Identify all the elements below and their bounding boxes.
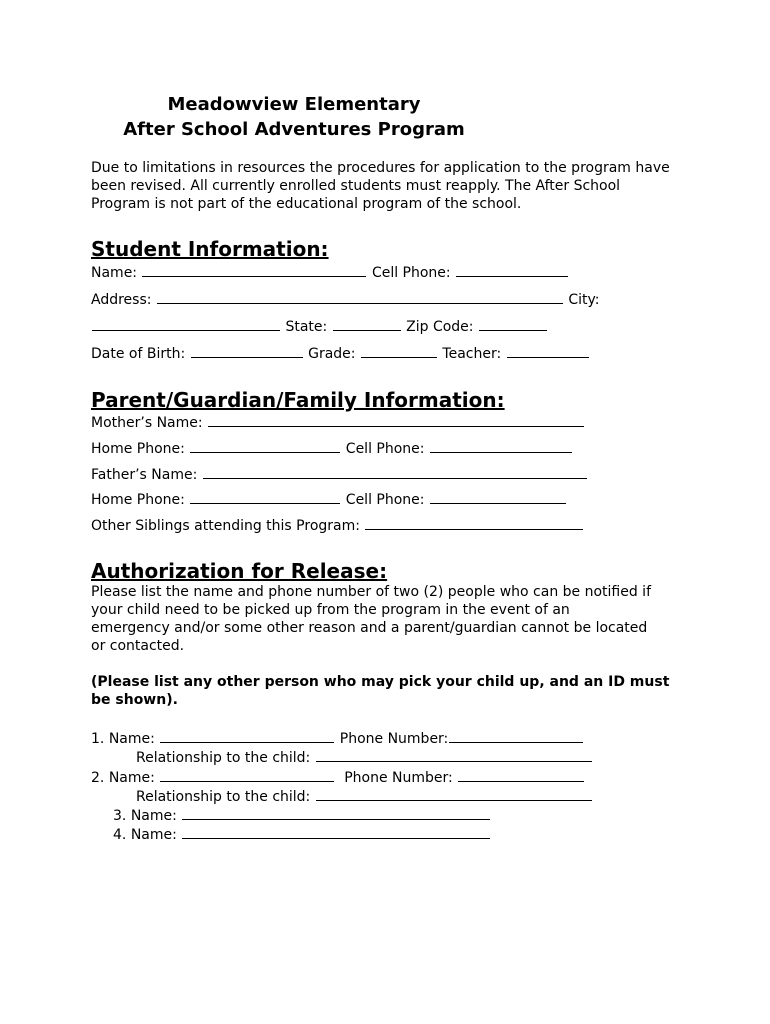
- father-phone-row: [91, 489, 567, 509]
- student-name-row: [91, 262, 569, 282]
- release-text: Please list the name and phone number of two (2) people who can be notified if your child need to be picked up from the program in the event of an emergency and/or some other reason and a parent/guardian cannot be located or contacted.: [91, 584, 651, 654]
- item-phone-label: Phone Number:: [344, 770, 453, 786]
- siblings-field[interactable]: [365, 515, 583, 530]
- student-address-row: [91, 289, 600, 309]
- student-cell-label: Cell Phone:: [371, 265, 451, 281]
- father-field[interactable]: [203, 464, 587, 479]
- release-item-1: [91, 728, 584, 748]
- mother-home-field[interactable]: [190, 438, 340, 453]
- teacher-field[interactable]: [507, 343, 589, 358]
- item-name-label: Name:: [130, 808, 177, 824]
- teacher-label: Teacher:: [442, 346, 502, 362]
- item-2-rel-field[interactable]: [316, 786, 592, 801]
- city-field[interactable]: [92, 316, 280, 331]
- father-cell-field[interactable]: [430, 489, 566, 504]
- item-4-name-field[interactable]: [182, 824, 490, 839]
- item-number: 2.: [91, 770, 105, 786]
- mother-cell-field[interactable]: [430, 438, 572, 453]
- mother-row: [91, 412, 585, 432]
- mother-home-label: Home Phone:: [91, 441, 185, 457]
- item-1-name-field[interactable]: [160, 728, 334, 743]
- item-2-name-field[interactable]: [160, 767, 334, 782]
- mother-field[interactable]: [208, 412, 584, 427]
- release-item-3: [113, 805, 491, 825]
- city-label: City:: [568, 292, 600, 308]
- program-title: After School Adventures Program: [123, 119, 465, 140]
- item-1-rel-field[interactable]: [316, 747, 592, 762]
- grade-field[interactable]: [361, 343, 437, 358]
- student-dob-row: [91, 343, 590, 363]
- item-name-label: Name:: [108, 770, 155, 786]
- release-note: (Please list any other person who may pick your child up, and an ID must be shown).: [91, 674, 670, 708]
- student-name-label: Name:: [91, 265, 138, 281]
- intro-paragraph: Due to limitations in resources the procedures for application to the program have been revised. All currently enrolled students must reapply. The After School Program is not part of the educational program of the school.: [91, 160, 670, 212]
- item-name-label: Name:: [130, 827, 177, 843]
- father-cell-label: Cell Phone:: [345, 492, 425, 508]
- release-item-4: [113, 824, 491, 844]
- grade-label: Grade:: [308, 346, 356, 362]
- student-heading: Student Information:: [91, 237, 329, 261]
- item-3-name-field[interactable]: [182, 805, 490, 820]
- item-phone-label: Phone Number:: [339, 731, 449, 747]
- father-label: Father’s Name:: [91, 467, 198, 483]
- father-home-field[interactable]: [190, 489, 340, 504]
- student-state-row: [91, 316, 548, 336]
- item-rel-label: Relationship to the child:: [136, 750, 311, 766]
- item-number: 1.: [91, 731, 105, 747]
- item-2-phone-field[interactable]: [458, 767, 584, 782]
- mother-label: Mother’s Name:: [91, 415, 203, 431]
- state-label: State:: [285, 319, 328, 335]
- father-home-label: Home Phone:: [91, 492, 185, 508]
- item-1-phone-field[interactable]: [449, 728, 583, 743]
- siblings-label: Other Siblings attending this Program:: [91, 518, 360, 534]
- release-item-1-rel: [136, 747, 593, 767]
- school-title: Meadowview Elementary: [167, 94, 421, 115]
- release-heading: Authorization for Release:: [91, 559, 388, 583]
- item-number: 3.: [113, 808, 127, 824]
- student-name-field[interactable]: [142, 262, 366, 277]
- address-label: Address:: [91, 292, 152, 308]
- dob-label: Date of Birth:: [91, 346, 186, 362]
- mother-phone-row: [91, 438, 573, 458]
- siblings-row: [91, 515, 584, 535]
- item-rel-label: Relationship to the child:: [136, 789, 311, 805]
- zip-field[interactable]: [479, 316, 547, 331]
- parent-heading: Parent/Guardian/Family Information:: [91, 388, 505, 412]
- mother-cell-label: Cell Phone:: [345, 441, 425, 457]
- release-item-2: [91, 767, 585, 787]
- student-cell-field[interactable]: [456, 262, 568, 277]
- father-row: [91, 464, 588, 484]
- item-number: 4.: [113, 827, 127, 843]
- dob-field[interactable]: [191, 343, 303, 358]
- release-item-2-rel: [136, 786, 593, 806]
- item-name-label: Name:: [108, 731, 155, 747]
- address-field[interactable]: [157, 289, 563, 304]
- zip-label: Zip Code:: [406, 319, 474, 335]
- state-field[interactable]: [333, 316, 401, 331]
